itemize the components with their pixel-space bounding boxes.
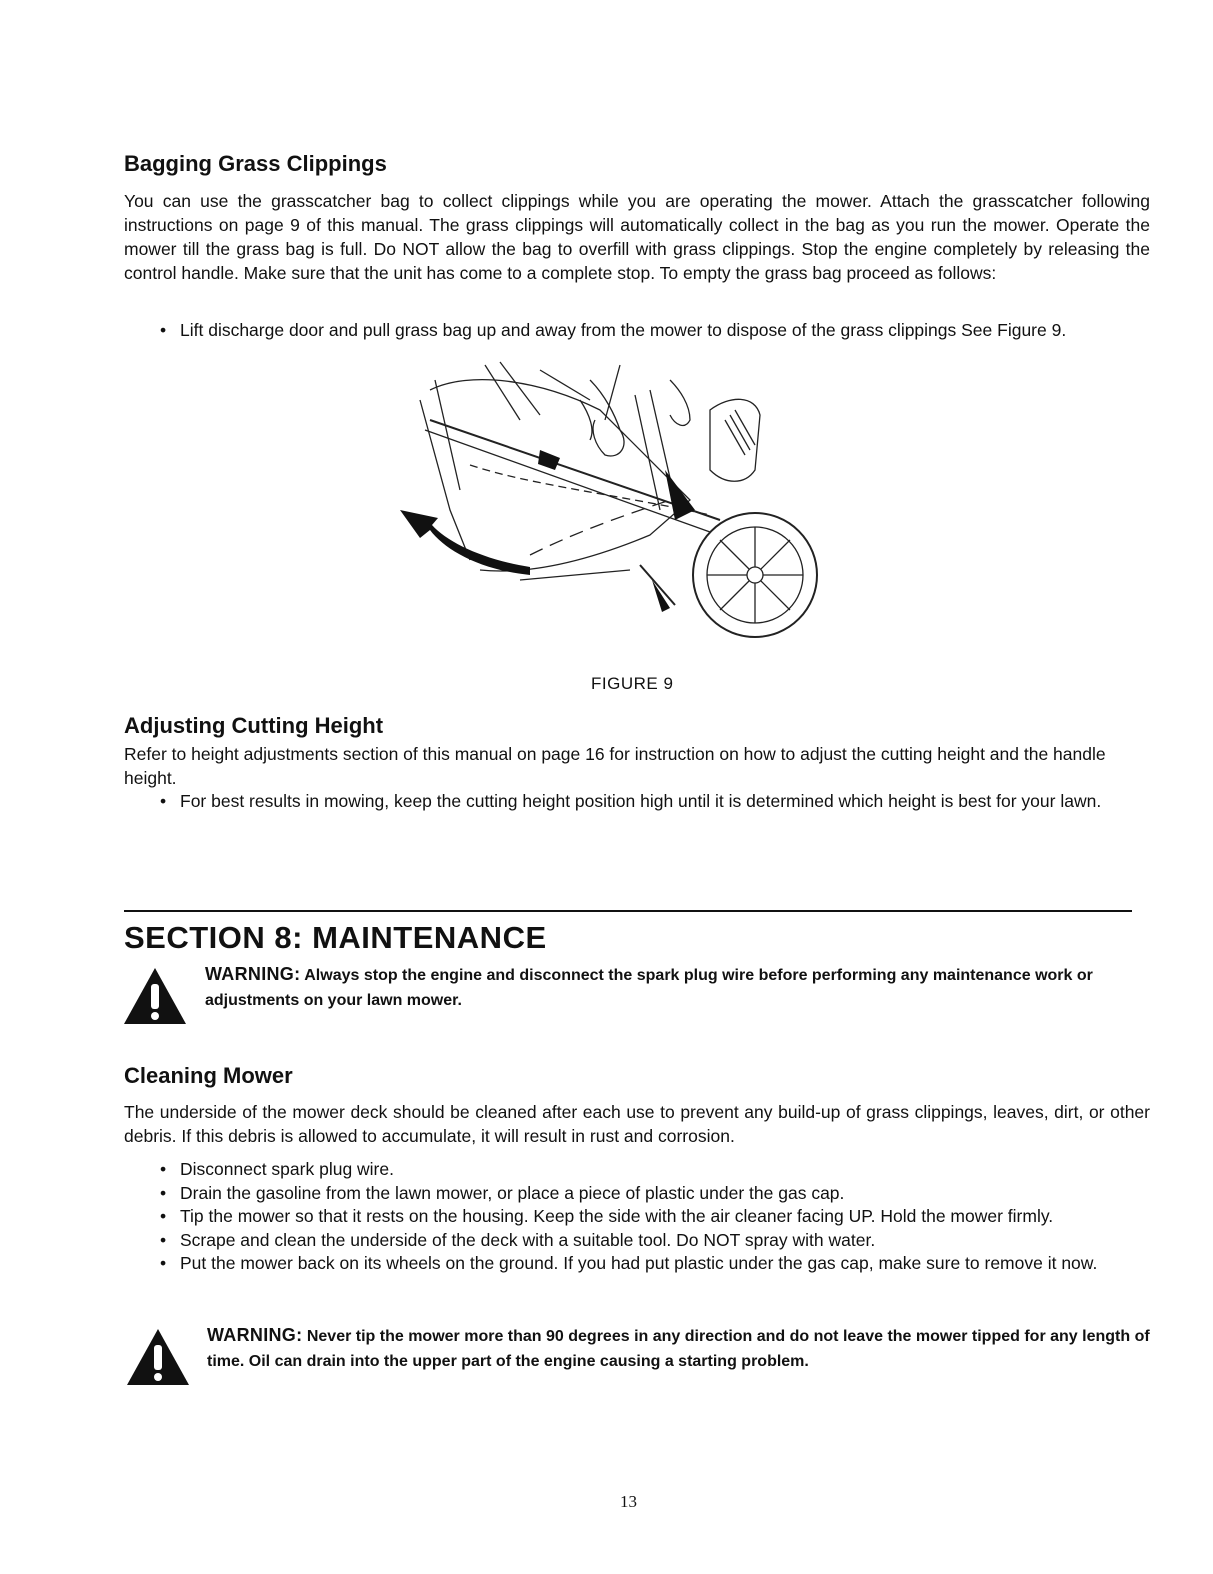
cleaning-bullet-5: • Put the mower back on its wheels on the ground. If you had put plastic under the gas cap, make sure to remove it now. <box>158 1252 1150 1276</box>
mower-line-art <box>420 362 817 637</box>
cleaning-paragraph: The underside of the mower deck should be cleaned after each use to prevent any build-up of grass clippings, leaves, dirt, or other debris. If this debris is allowed to accumulate, it will result in rust and corrosion. <box>124 1102 1150 1146</box>
bagging-paragraph: You can use the grasscatcher bag to collect clippings while you are operating the mower. Attach the grasscatcher following instructions on page 9 of this manual. The grass clippings will automatically collect in the bag as you run the mower. Operate the mower till the grass bag is full. Do NOT allow the bag to overfill with grass clippings. Stop the engine completely by releasing the control handle. Make sure that the unit has come to a complete stop. To empty the grass bag proceed as follows: <box>124 191 1150 283</box>
lift-direction-arrow-icon <box>400 510 530 575</box>
adjusting-bullet-list <box>158 790 1150 814</box>
cleaning-bullet-1: • Disconnect spark plug wire. <box>158 1158 1150 1182</box>
cleaning-heading: Cleaning Mower <box>124 1063 293 1088</box>
cleaning-bullet-4: • Scrape and clean the underside of the deck with a suitable tool. Do NOT spray with water. <box>158 1229 1150 1253</box>
section-warning <box>205 962 1105 1013</box>
section-warning-label: WARNING: <box>205 964 301 984</box>
figure-9-caption: FIGURE 9 <box>591 674 674 693</box>
section-title: SECTION 8: MAINTENANCE <box>124 920 547 955</box>
warning-triangle-icon <box>125 1327 191 1387</box>
section-divider <box>124 910 1132 912</box>
adjusting-heading: Adjusting Cutting Height <box>124 713 384 738</box>
cleaning-warning-label: WARNING: <box>207 1325 303 1345</box>
bagging-bullet-list <box>158 319 1150 343</box>
warning-triangle-icon <box>122 966 188 1026</box>
section-warning-text: Always stop the engine and disconnect the spark plug wire before performing any maintenance work or adjustments on your lawn mower. <box>205 967 1093 1009</box>
cleaning-bullet-2: • Drain the gasoline from the lawn mower, or place a piece of plastic under the gas cap. <box>158 1182 1150 1206</box>
cleaning-bullet-list <box>158 1158 1150 1276</box>
adjusting-paragraph: Refer to height adjustments section of this manual on page 16 for instruction on how to adjust the cutting height and the handle height. <box>124 744 1106 788</box>
page-number: 13 <box>620 1492 637 1511</box>
bagging-heading: Bagging Grass Clippings <box>124 151 387 176</box>
discharge-door-shading <box>665 470 695 520</box>
bagging-bullet-1: • Lift discharge door and pull grass bag up and away from the mower to dispose of the grass clippings See Figure 9. <box>158 319 1150 343</box>
bag-latch <box>538 450 560 470</box>
adjusting-bullet-1: • For best results in mowing, keep the cutting height position high until it is determined which height is best for your lawn. <box>158 790 1150 814</box>
figure-9-mower-illustration <box>390 360 830 645</box>
cleaning-warning-text: Never tip the mower more than 90 degrees in any direction and do not leave the mower tipped for any length of time. Oil can drain into the upper part of the engine causing a starting problem. <box>207 1328 1150 1370</box>
cleaning-bullet-3: • Tip the mower so that it rests on the housing. Keep the side with the air cleaner facing UP. Hold the mower firmly. <box>158 1205 1150 1229</box>
cleaning-warning <box>207 1323 1157 1374</box>
